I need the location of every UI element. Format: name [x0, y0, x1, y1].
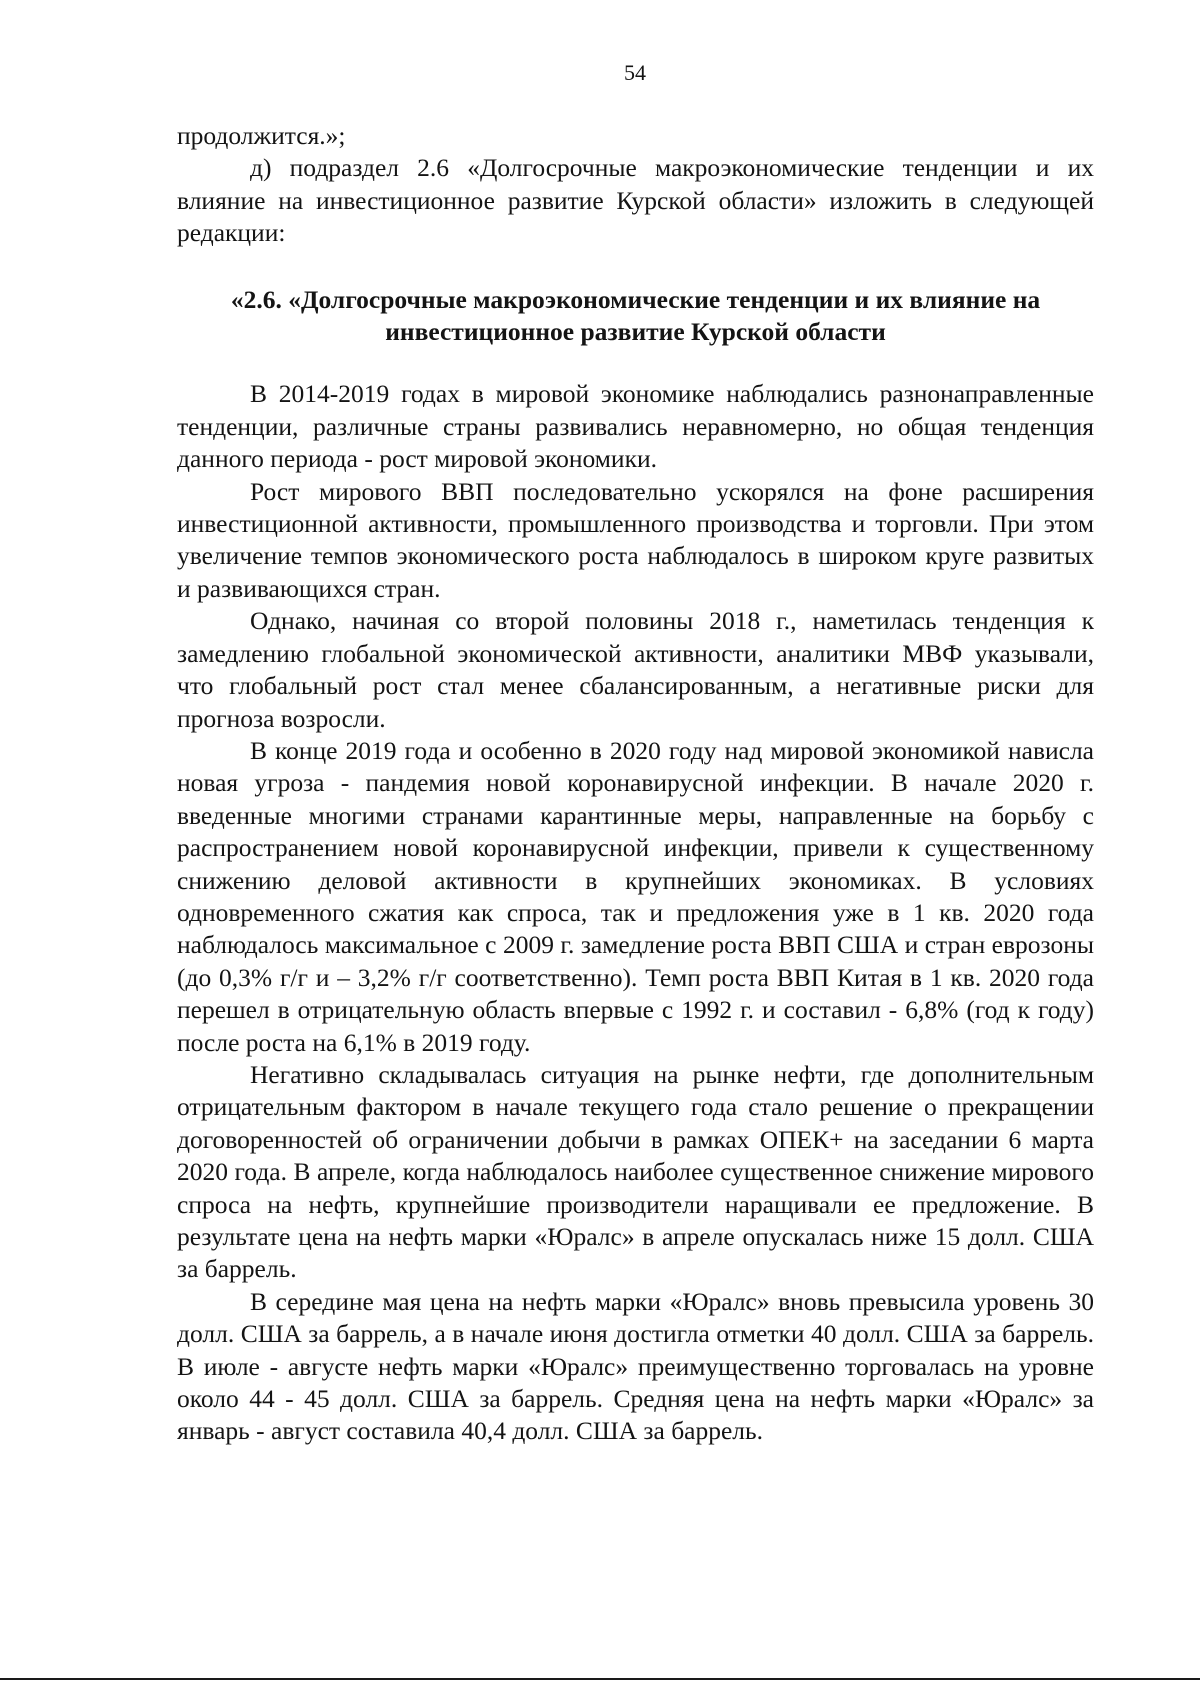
paragraph-pandemic: В конце 2019 года и особенно в 2020 году над мировой экономикой нависла новая угроза - пандемия новой коронавирусной инфекции. В начале 2020 г. введенные многими странами карантинные меры, направленные на борьбу с распространением новой коронавирусной инфекции, привели к существенному снижению деловой активности в крупнейших экономиках. В условиях одновременного сжатия как спроса, так и предложения уже в 1 кв. 2020 года наблюдалось максимальное с 2009 г. замедление роста ВВП США и стран еврозоны (до 0,3% г/г и – 3,2% г/г соответственно). Темп роста ВВП Китая в 1 кв. 2020 года перешел в отрицательную область впервые с 1992 г. и составил - 6,8% (год к году) после роста на 6,1% в 2019 году. [177, 735, 1094, 1057]
paragraph-slowdown: Однако, начиная со второй половины 2018 г., наметилась тенденция к замедлению глобальной экономической активности, аналитики МВФ указывали, что глобальный рост стал менее сбалансированным, а негативные риски для прогноза возросли. [177, 606, 1094, 733]
paragraph-oil-market: Негативно складывалась ситуация на рынке нефти, где дополнительным отрицательным фактором в начале текущего года стало решение о прекращении договоренностей об ограничении добычи в рамках ОПЕК+ на заседании 6 марта 2020 года. В апреле, когда наблюдалось наиболее существенное снижение мирового спроса на нефть, крупнейшие производители наращивали ее предложение. В результате цена на нефть марки «Юралс» в апреле опускалась ниже 15 долл. США за баррель. [177, 1059, 1094, 1284]
paragraph-continuation: продолжится.»; [177, 121, 346, 150]
paragraph-amendment: д) подраздел 2.6 «Долгосрочные макроэкономические тенденции и их влияние на инвестиционное развитие Курской области» изложить в следующей редакции: [177, 153, 1094, 248]
page-bottom-edge [0, 1678, 1200, 1680]
paragraph-urals-price: В середине мая цена на нефть марки «Юралс» вновь превысила уровень 30 долл. США за баррель, а в начале июня достигла отметки 40 долл. США за баррель. В июле - августе нефть марки «Юралс» преимущественно торговалась на уровне около 44 - 45 долл. США за баррель. Средняя цена на нефть марки «Юралс» за январь - август составила 40,4 долл. США за баррель. [177, 1286, 1094, 1446]
page-number: 54 [624, 60, 646, 85]
paragraph-2014-2019: В 2014-2019 годах в мировой экономике наблюдались разнонаправленные тенденции, различные страны развивались неравномерно, но общая тенденция данного периода - рост мировой экономики. [177, 379, 1094, 474]
document-body [177, 120, 1094, 1448]
paragraph-gdp-growth: Рост мирового ВВП последовательно ускорялся на фоне расширения инвестиционной активности, промышленного производства и торговли. При этом увеличение темпов экономического роста наблюдалось в широком круге развитых и развивающихся стран. [177, 476, 1094, 603]
section-heading: «2.6. «Долгосрочные макроэкономические тенденции и их влияние на инвестиционное развитие Курской области [230, 284, 1041, 347]
